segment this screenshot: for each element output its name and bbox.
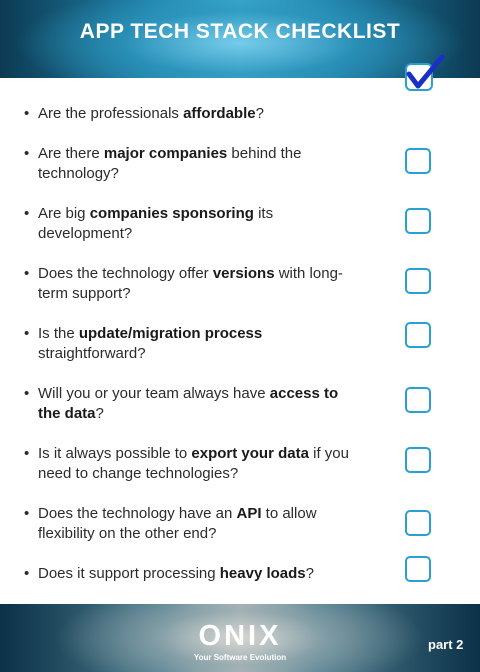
item-text-segment: with long-term support? xyxy=(38,265,343,302)
bullet: • xyxy=(24,505,30,522)
bullet: • xyxy=(24,445,30,462)
checkbox[interactable] xyxy=(405,208,431,234)
item-text-segment: if you need to change technologies? xyxy=(38,445,349,482)
item-text-segment: Is it always possible to xyxy=(38,445,192,462)
page-title: APP TECH STACK CHECKLIST xyxy=(79,20,401,43)
bullet: • xyxy=(24,325,30,342)
item-text-bold: access to the data xyxy=(38,385,339,422)
checklist-item xyxy=(24,264,354,304)
checklist-item xyxy=(24,564,354,584)
checkbox[interactable] xyxy=(405,322,431,348)
checkbox[interactable] xyxy=(405,556,431,582)
onix-logo xyxy=(0,621,480,663)
bullet: • xyxy=(24,205,30,222)
item-text xyxy=(38,384,354,424)
item-text-bold: versions xyxy=(212,265,275,282)
item-text-segment: straightforward? xyxy=(38,345,146,362)
item-text-bold: affordable xyxy=(183,105,256,122)
item-text-bold: export your data xyxy=(191,445,309,462)
bullet: • xyxy=(24,145,30,162)
checklist-item xyxy=(24,324,354,364)
item-text-segment: Are there xyxy=(38,145,104,162)
item-text-segment: behind the technology? xyxy=(38,145,302,182)
bullet: • xyxy=(24,565,30,582)
checklist-item xyxy=(24,104,354,124)
item-text-bold: API xyxy=(236,505,262,522)
item-text-segment: ? xyxy=(305,565,314,582)
bullet: • xyxy=(24,385,30,402)
item-text-bold: companies sponsoring xyxy=(89,205,254,222)
item-text-segment: Does the technology have an xyxy=(38,505,237,522)
item-text-bold: update/migration process xyxy=(78,325,263,342)
item-text-segment: its development? xyxy=(38,205,274,242)
checkbox[interactable] xyxy=(405,387,431,413)
bullet: • xyxy=(24,265,30,282)
item-text xyxy=(38,204,354,244)
checkbox[interactable] xyxy=(405,148,431,174)
item-text-segment: Are the professionals xyxy=(38,105,184,122)
checklist-item xyxy=(24,384,354,424)
part-label: part 2 xyxy=(428,637,464,652)
bullet: • xyxy=(24,105,30,122)
checkmark-icon xyxy=(404,54,446,94)
checkbox[interactable] xyxy=(405,268,431,294)
logo-tagline: Your Software Evolution xyxy=(193,653,287,662)
item-text-segment: ? xyxy=(255,105,264,122)
checklist-item xyxy=(24,504,354,544)
footer-banner xyxy=(0,604,480,672)
logo-text: ONIX xyxy=(198,620,282,652)
checklist-item xyxy=(24,204,354,244)
item-text-segment: Is the xyxy=(38,325,79,342)
item-text-bold: major companies xyxy=(103,145,228,162)
item-text xyxy=(38,104,354,124)
item-text xyxy=(38,324,354,364)
item-text xyxy=(38,264,354,304)
item-text xyxy=(38,564,354,584)
item-text xyxy=(38,504,354,544)
item-text-segment: to allow flexibility on the other end? xyxy=(38,505,317,542)
checkbox[interactable] xyxy=(405,510,431,536)
item-text-segment: Are big xyxy=(38,205,90,222)
checklist-item xyxy=(24,444,354,484)
item-text-bold: heavy loads xyxy=(219,565,306,582)
item-text xyxy=(38,444,354,484)
item-text-segment: Will you or your team always have xyxy=(38,385,270,402)
item-text xyxy=(38,144,354,184)
item-text-segment: ? xyxy=(95,405,104,422)
item-text-segment: Does the technology offer xyxy=(38,265,213,282)
item-text-segment: Does it support processing xyxy=(38,565,220,582)
checkbox[interactable] xyxy=(405,447,431,473)
checklist-item xyxy=(24,144,354,184)
